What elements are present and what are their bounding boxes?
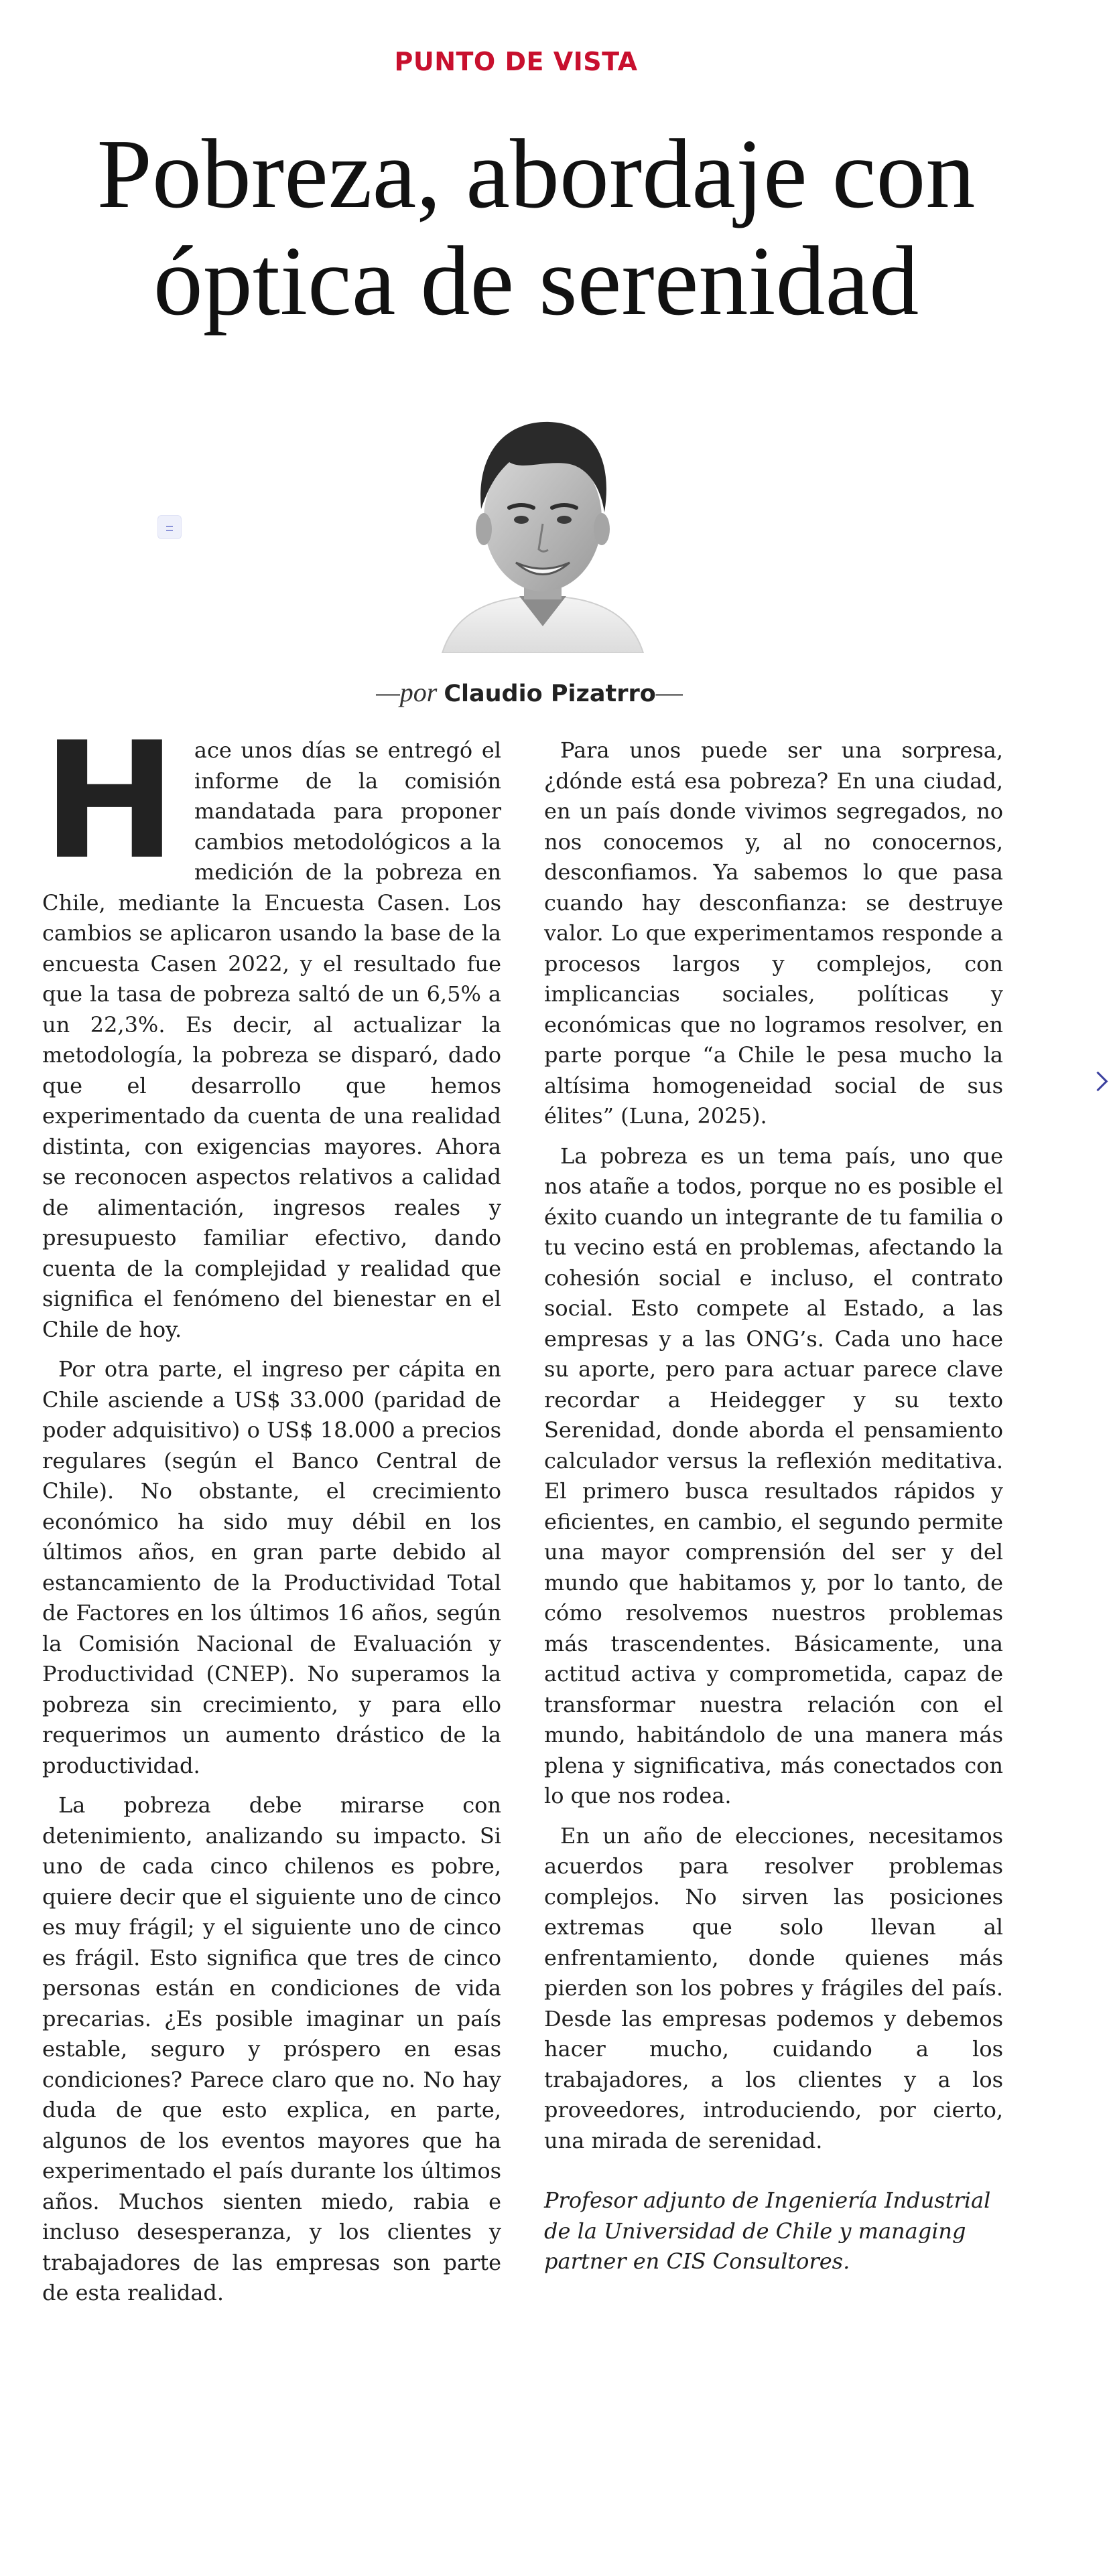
section-label: PUNTO DE VISTA: [394, 47, 638, 76]
headline-line-1: Pobreza, abordaje con: [96, 119, 976, 229]
headline-line-2: óptica de serenidad: [153, 226, 919, 336]
article-paragraph: La pobreza es un tema país, uno que nos atañe a todos, porque no es posible el éxito cuando un integrante de tu familia o tu vecino está en problemas, afectando la cohesión social e incluso, el contrato social. Esto compete al Estado, a las empresas y a las ONG’s. Cada uno hace su aporte, pero para actuar parece clave recordar a Heidegger y su texto Serenidad, donde aborda el pensamiento calculador versus la reflexión meditativa. El primero busca resultados rápidos y eficientes, en cambio, el segundo permite una mayor comprensión del ser y del mundo que habitamos y, por lo tanto, de cómo resolvemos nuestros problemas más trascendentes. Básicamente, una actitud activa y comprometida, capaz de transformar nuestra relación con el mundo, habitándolo de una manera más plena y significativa, más conectados con lo que nos rodea.: [544, 1143, 1003, 1808]
byline-prefix: —por: [376, 677, 438, 707]
text-note-icon[interactable]: [158, 516, 181, 539]
drop-cap: H: [42, 707, 177, 895]
article-column-right: [544, 735, 1003, 2287]
author-name: Claudio Pizatrro: [444, 681, 656, 707]
article-paragraph: Por otra parte, el ingreso per cápita en Chile asciende a US$ 33.000 (paridad de poder adquisitivo) o US$ 18.000 a precios regulares (según el Banco Central de Chile). No obstante, el crecimiento económico ha sido muy débil en los últimos años, en gran parte debido al estancamiento de la Productividad Total de Factores en los últimos 16 años, según la Comisión Nacional de Evaluación y Productividad (CNEP). No superamos la pobreza sin crecimiento, y para ello requerimos un aumento drástico de la productividad.: [42, 1356, 501, 1778]
byline-suffix: —: [655, 677, 683, 707]
author-bio: Profesor adjunto de Ingeniería Industrial de la Universidad de Chile y managing partner en CIS Consultores.: [544, 2188, 991, 2274]
article-column-left: [42, 707, 501, 2318]
article-paragraph: La pobreza debe mirarse con detenimiento, analizando su impacto. Si uno de cada cinco chilenos es pobre, quiere decir que el siguiente uno de cinco es muy frágil; y el siguiente uno de cinco es frágil. Esto significa que tres de cinco personas están en condiciones de vida precarias. ¿Es posible imaginar un país estable, seguro y próspero en esas condiciones? Parece claro que no. No hay duda de que esto explica, en parte, algunos de los eventos mayores que ha experimentado el país durante los últimos años. Muchos sienten miedo, rabia e incluso desesperanza, y los clientes y trabajadores de las empresas son parte de esta realidad.: [42, 1792, 501, 2305]
paragraph-text: ace unos días se entregó el informe de la comisión mandatada para proponer cambios metodológicos a la medición de la pobreza en Chile, mediante la Encuesta Casen. Los cambios se aplicaron usando la base de la encuesta Casen 2022, y el resultado fue que la tasa de pobreza saltó de un 6,5% a un 22,3%. Es decir, al actualizar la metodología, la pobreza se disparó, dado que el desarrollo que hemos experimentado da cuenta de una realidad distinta, con exigencias mayores. Ahora se reconocen aspectos relativos a calidad de alimentación, ingresos reales y presupuesto familiar efectivo, dando cuenta de la complejidad y realidad que significa el fenómeno del bienestar en el Chile de hoy.: [42, 737, 501, 1342]
chevron-right-icon[interactable]: [1088, 1072, 1108, 1092]
headline: [40, 121, 1032, 335]
byline: [375, 676, 683, 708]
article-paragraph: [42, 707, 501, 1345]
author-photo: [409, 395, 677, 653]
article-paragraph: Para unos puede ser una sorpresa, ¿dónde está esa pobreza? En una ciudad, en un país donde vivimos segregados, no nos conocemos y, al no conocernos, desconfiamos. Ya sabemos lo que pasa cuando hay desconfianza: se destruye valor. Lo que experimentamos responde a procesos largos y complejos, con implicancias sociales, políticas y económicas que no logramos resolver, en parte porque “a Chile le pesa mucho la altísima homogeneidad social de sus élites” (Luna, 2025).: [544, 737, 1003, 1129]
article-paragraph: En un año de elecciones, necesitamos acuerdos para resolver problemas complejos. No sirven las posiciones extremas que solo llevan al enfrentamiento, donde quienes más pierden son los pobres y frágiles del país. Desde las empresas podemos y debemos hacer mucho, cuidando a los trabajadores, a los clientes y a los proveedores, introduciendo, por cierto, una mirada de serenidad.: [544, 1822, 1003, 2153]
